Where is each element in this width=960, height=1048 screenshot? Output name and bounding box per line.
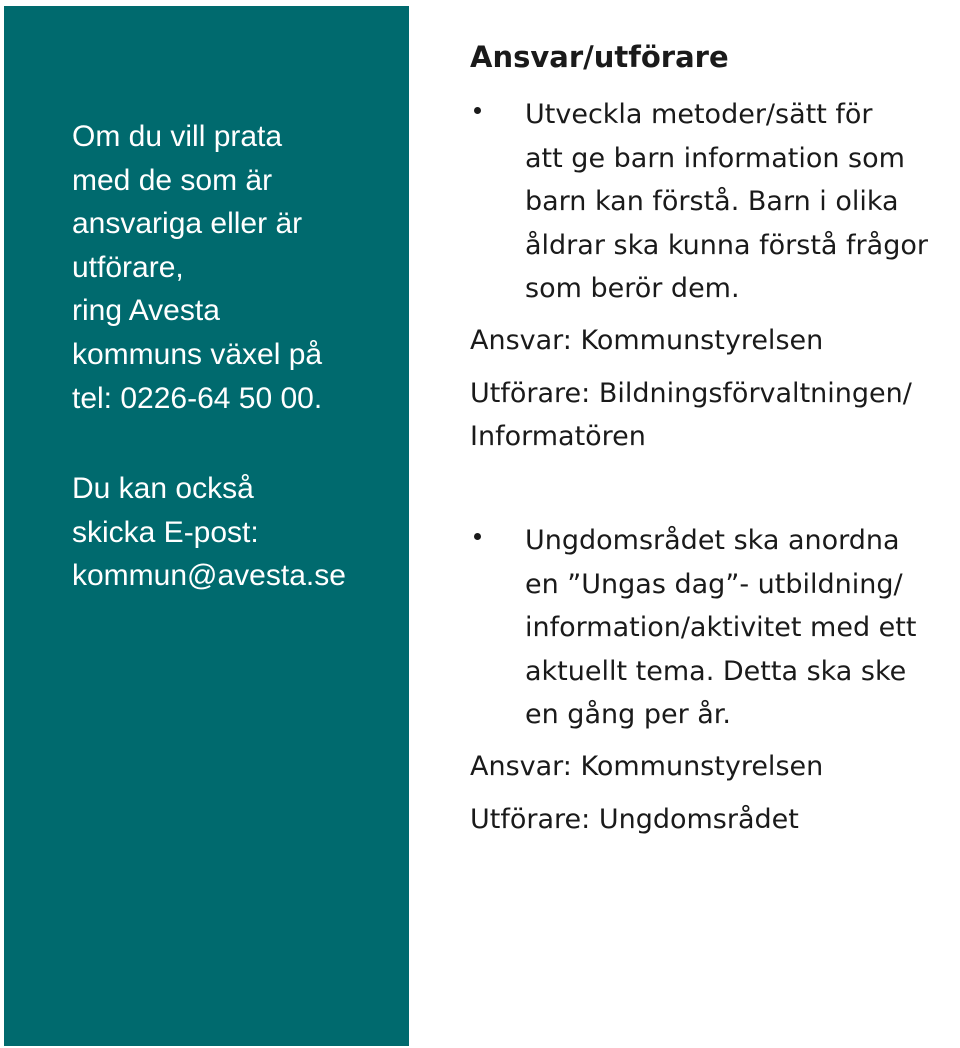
bullet-text-line: åldrar ska kunna förstå frågor: [525, 229, 928, 261]
contact-sidebar: [4, 6, 409, 1046]
bullet-text-line: en ”Ungas dag”- utbildning/: [525, 568, 903, 600]
email-line: Du kan också: [72, 472, 254, 505]
bullet-text-line: aktuellt tema. Detta ska ske: [525, 655, 907, 687]
bullet-text-line: en gång per år.: [525, 699, 732, 730]
email-info: [72, 467, 402, 598]
contact-line: ansvariga eller är: [72, 207, 303, 241]
utforare-text: Utförare: Ungdomsrådet: [470, 804, 799, 835]
email-line: skicka E-post:: [72, 515, 259, 549]
bullet-icon: [474, 107, 481, 114]
contact-info: [72, 115, 402, 420]
email-address: kommun@avesta.se: [72, 559, 346, 593]
contact-line: ring Avesta: [72, 294, 220, 328]
bullet-icon: [474, 533, 481, 540]
bullet-text-line: som berör dem.: [525, 273, 740, 304]
contact-line: med de som är: [72, 163, 273, 197]
section-heading: Ansvar/utförare: [470, 40, 729, 74]
phone-number: tel: 0226-64 50 00.: [72, 381, 323, 415]
utforare-text: Utförare: Bildningsförvaltningen/: [470, 378, 912, 409]
ansvar-text: Ansvar: Kommunstyrelsen: [470, 751, 824, 782]
contact-line: Om du vill prata: [72, 120, 283, 153]
bullet-text-line: information/aktivitet med ett: [525, 612, 917, 643]
utforare-text: Informatören: [470, 421, 646, 452]
contact-line: kommuns växel på: [72, 337, 323, 371]
bullet-text-line: barn kan förstå. Barn i olika: [525, 186, 899, 217]
bullet-text-line: att ge barn information som: [525, 142, 905, 174]
bullet-text-line: Ungdomsrådet ska anordna: [525, 525, 900, 556]
bullet-text-line: Utveckla metoder/sätt för: [525, 99, 873, 130]
contact-line: utförare,: [72, 250, 184, 284]
ansvar-text: Ansvar: Kommunstyrelsen: [470, 325, 824, 356]
